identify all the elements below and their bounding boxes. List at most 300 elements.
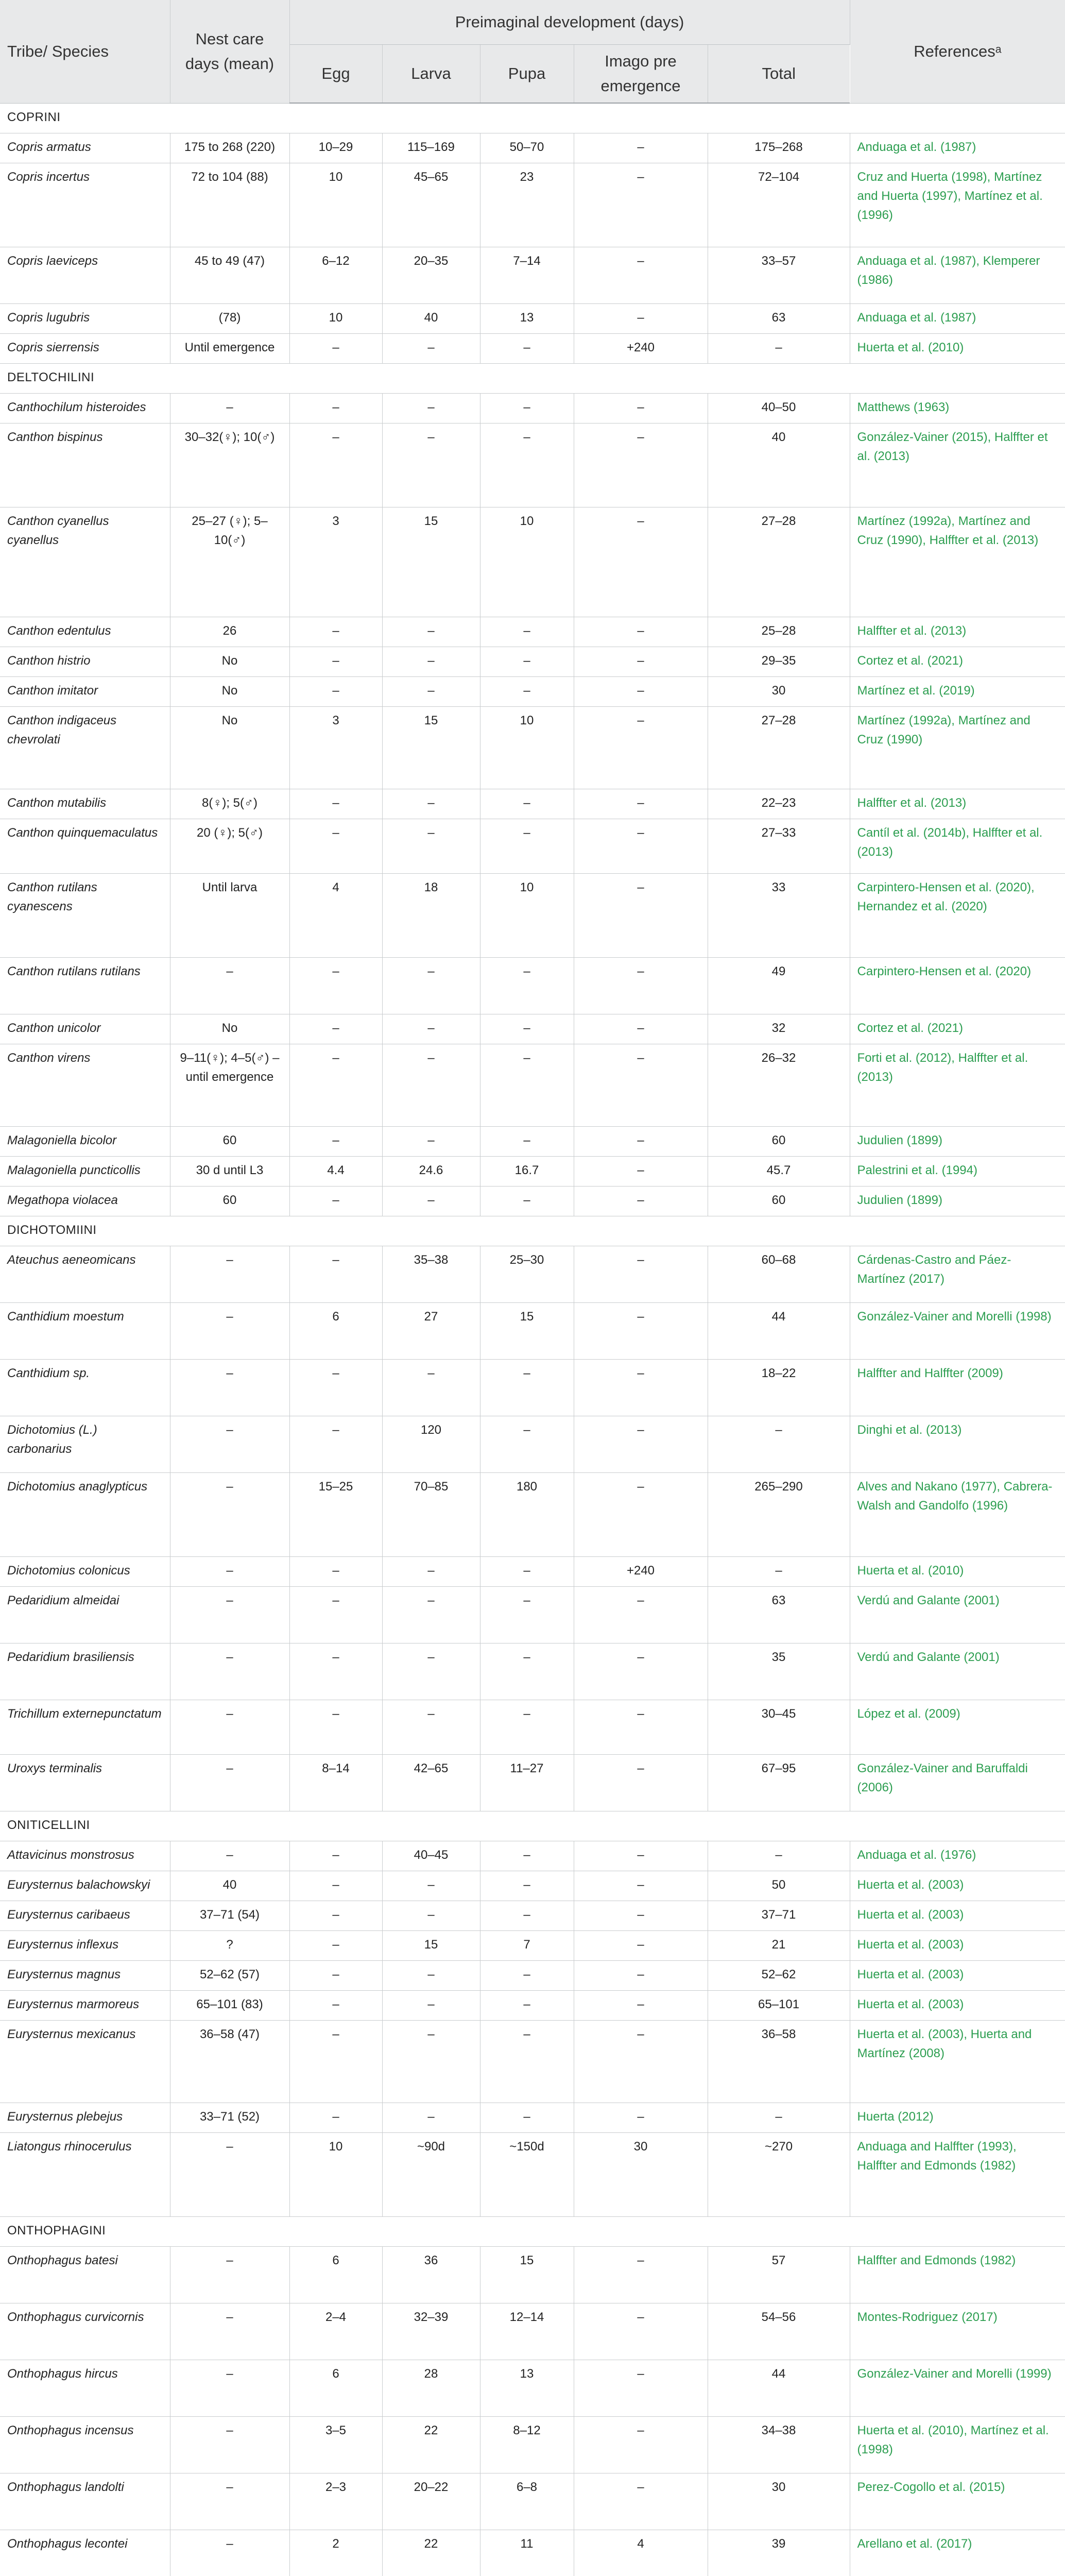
- egg-cell: –: [289, 393, 382, 423]
- nest-care-cell: 45 to 49 (47): [170, 247, 289, 303]
- pupa-cell: 16.7: [480, 1156, 574, 1186]
- reference-cell[interactable]: Matthews (1963): [850, 393, 1065, 423]
- larva-cell: 36: [382, 2246, 480, 2303]
- reference-cell[interactable]: Arellano et al. (2017): [850, 2530, 1065, 2576]
- table-body: [0, 103, 1065, 2576]
- larva-cell: –: [382, 1044, 480, 1126]
- table-row: [0, 819, 1065, 873]
- larva-cell: –: [382, 1586, 480, 1643]
- nest-care-cell: No: [170, 706, 289, 789]
- egg-cell: 2–4: [289, 2303, 382, 2360]
- species-cell: Megathopa violacea: [0, 1186, 170, 1216]
- larva-cell: –: [382, 957, 480, 1014]
- total-cell: 22–23: [708, 789, 850, 819]
- reference-cell[interactable]: Huerta et al. (2003): [850, 1990, 1065, 2020]
- reference-cell[interactable]: Dinghi et al. (2013): [850, 1416, 1065, 1472]
- total-cell: 32: [708, 1014, 850, 1044]
- pupa-cell: –: [480, 1700, 574, 1754]
- tribe-row: [0, 1216, 1065, 1246]
- imago-cell: –: [574, 1302, 708, 1359]
- reference-cell[interactable]: Martínez et al. (2019): [850, 676, 1065, 706]
- reference-cell[interactable]: Anduaga et al. (1987), Klemperer (1986): [850, 247, 1065, 303]
- imago-cell: –: [574, 2360, 708, 2416]
- reference-cell[interactable]: Huerta et al. (2010), Martínez et al. (1998): [850, 2416, 1065, 2473]
- pupa-cell: 6–8: [480, 2473, 574, 2530]
- pupa-cell: 180: [480, 1472, 574, 1556]
- species-cell: Eurysternus mexicanus: [0, 2020, 170, 2103]
- imago-cell: –: [574, 706, 708, 789]
- egg-cell: –: [289, 647, 382, 676]
- reference-cell[interactable]: Huerta et al. (2003): [850, 1930, 1065, 1960]
- nest-care-cell: –: [170, 1700, 289, 1754]
- pupa-cell: –: [480, 423, 574, 507]
- larva-cell: –: [382, 789, 480, 819]
- imago-cell: –: [574, 1416, 708, 1472]
- pupa-cell: –: [480, 1586, 574, 1643]
- table-row: [0, 706, 1065, 789]
- total-cell: –: [708, 2103, 850, 2132]
- egg-cell: 8–14: [289, 1754, 382, 1811]
- imago-cell: –: [574, 647, 708, 676]
- pupa-cell: 15: [480, 2246, 574, 2303]
- tribe-name: DICHOTOMIINI: [0, 1216, 1065, 1246]
- imago-cell: +240: [574, 333, 708, 363]
- imago-cell: –: [574, 789, 708, 819]
- imago-cell: –: [574, 1871, 708, 1901]
- total-cell: 63: [708, 1586, 850, 1643]
- larva-cell: 15: [382, 706, 480, 789]
- reference-cell[interactable]: Cruz and Huerta (1998), Martínez and Huerta (1997), Martínez et al. (1996): [850, 163, 1065, 247]
- pupa-cell: –: [480, 1186, 574, 1216]
- larva-cell: 27: [382, 1302, 480, 1359]
- pupa-cell: –: [480, 789, 574, 819]
- reference-cell[interactable]: Carpintero-Hensen et al. (2020): [850, 957, 1065, 1014]
- pupa-cell: 7–14: [480, 247, 574, 303]
- table-row: [0, 873, 1065, 957]
- species-cell: Canthon virens: [0, 1044, 170, 1126]
- egg-cell: –: [289, 1901, 382, 1930]
- nest-care-cell: No: [170, 1014, 289, 1044]
- nest-care-cell: –: [170, 2246, 289, 2303]
- larva-cell: 70–85: [382, 1472, 480, 1556]
- nest-care-cell: 40: [170, 1871, 289, 1901]
- table-row: [0, 647, 1065, 676]
- header-pupa: Pupa: [480, 45, 574, 104]
- pupa-cell: 15: [480, 1302, 574, 1359]
- reference-cell[interactable]: Huerta et al. (2003): [850, 1871, 1065, 1901]
- nest-care-cell: –: [170, 1246, 289, 1302]
- larva-cell: 45–65: [382, 163, 480, 247]
- egg-cell: –: [289, 1359, 382, 1416]
- reference-cell[interactable]: Halffter and Edmonds (1982): [850, 2246, 1065, 2303]
- species-cell: Canthon mutabilis: [0, 789, 170, 819]
- larva-cell: 42–65: [382, 1754, 480, 1811]
- pupa-cell: –: [480, 676, 574, 706]
- table-row: [0, 2473, 1065, 2530]
- imago-cell: –: [574, 1960, 708, 1990]
- reference-cell[interactable]: Anduaga and Halffter (1993), Halffter and Edmonds (1982): [850, 2132, 1065, 2216]
- tribe-name: ONTHOPHAGINI: [0, 2216, 1065, 2246]
- pupa-cell: –: [480, 1126, 574, 1156]
- species-cell: Copris sierrensis: [0, 333, 170, 363]
- reference-cell[interactable]: López et al. (2009): [850, 1700, 1065, 1754]
- larva-cell: 15: [382, 507, 480, 617]
- total-cell: 33–57: [708, 247, 850, 303]
- reference-cell[interactable]: Anduaga et al. (1987): [850, 303, 1065, 333]
- reference-cell[interactable]: González-Vainer and Morelli (1998): [850, 1302, 1065, 1359]
- reference-cell[interactable]: Huerta (2012): [850, 2103, 1065, 2132]
- species-cell: Copris laeviceps: [0, 247, 170, 303]
- nest-care-cell: –: [170, 1359, 289, 1416]
- imago-cell: –: [574, 423, 708, 507]
- total-cell: 39: [708, 2530, 850, 2576]
- table-row: [0, 2303, 1065, 2360]
- species-cell: Copris armatus: [0, 133, 170, 163]
- egg-cell: 3–5: [289, 2416, 382, 2473]
- pupa-cell: –: [480, 647, 574, 676]
- nest-care-cell: 9–11(♀); 4–5(♂) – until emergence: [170, 1044, 289, 1126]
- total-cell: 49: [708, 957, 850, 1014]
- table-row: [0, 789, 1065, 819]
- pupa-cell: ~150d: [480, 2132, 574, 2216]
- egg-cell: –: [289, 819, 382, 873]
- larva-cell: –: [382, 1700, 480, 1754]
- total-cell: 44: [708, 2360, 850, 2416]
- species-cell: Dichotomius colonicus: [0, 1556, 170, 1586]
- total-cell: 175–268: [708, 133, 850, 163]
- tribe-name: COPRINI: [0, 103, 1065, 133]
- egg-cell: –: [289, 1416, 382, 1472]
- larva-cell: –: [382, 1186, 480, 1216]
- imago-cell: –: [574, 1643, 708, 1700]
- species-cell: Pedaridium almeidai: [0, 1586, 170, 1643]
- species-cell: Uroxys terminalis: [0, 1754, 170, 1811]
- table-row: [0, 333, 1065, 363]
- total-cell: 65–101: [708, 1990, 850, 2020]
- total-cell: 57: [708, 2246, 850, 2303]
- species-cell: Canthon indigaceus chevrolati: [0, 706, 170, 789]
- egg-cell: –: [289, 1930, 382, 1960]
- nest-care-cell: 36–58 (47): [170, 2020, 289, 2103]
- table-row: [0, 1901, 1065, 1930]
- larva-cell: 120: [382, 1416, 480, 1472]
- nest-care-cell: ?: [170, 1930, 289, 1960]
- egg-cell: –: [289, 957, 382, 1014]
- egg-cell: –: [289, 2020, 382, 2103]
- table-row: [0, 1841, 1065, 1871]
- pupa-cell: –: [480, 1841, 574, 1871]
- pupa-cell: 23: [480, 163, 574, 247]
- larva-cell: –: [382, 1014, 480, 1044]
- egg-cell: –: [289, 333, 382, 363]
- imago-cell: –: [574, 1586, 708, 1643]
- species-cell: Canthon imitator: [0, 676, 170, 706]
- nest-care-cell: No: [170, 647, 289, 676]
- egg-cell: –: [289, 1586, 382, 1643]
- species-cell: Canthidium moestum: [0, 1302, 170, 1359]
- total-cell: 60–68: [708, 1246, 850, 1302]
- pupa-cell: 10: [480, 507, 574, 617]
- imago-cell: –: [574, 163, 708, 247]
- total-cell: –: [708, 1416, 850, 1472]
- species-cell: Liatongus rhinocerulus: [0, 2132, 170, 2216]
- reference-cell[interactable]: González-Vainer (2015), Halffter et al. (2013): [850, 423, 1065, 507]
- total-cell: 54–56: [708, 2303, 850, 2360]
- pupa-cell: –: [480, 1990, 574, 2020]
- nest-care-cell: 60: [170, 1186, 289, 1216]
- table-row: [0, 1126, 1065, 1156]
- larva-cell: –: [382, 2103, 480, 2132]
- pupa-cell: –: [480, 1901, 574, 1930]
- pupa-cell: –: [480, 1359, 574, 1416]
- reference-cell[interactable]: Huerta et al. (2010): [850, 1556, 1065, 1586]
- table-row: [0, 1556, 1065, 1586]
- imago-cell: 30: [574, 2132, 708, 2216]
- imago-cell: –: [574, 2103, 708, 2132]
- reference-cell[interactable]: Carpintero-Hensen et al. (2020), Hernandez et al. (2020): [850, 873, 1065, 957]
- reference-cell[interactable]: Cortez et al. (2021): [850, 1014, 1065, 1044]
- nest-care-cell: No: [170, 676, 289, 706]
- larva-cell: –: [382, 333, 480, 363]
- reference-cell[interactable]: Cortez et al. (2021): [850, 647, 1065, 676]
- nest-care-cell: 30–32(♀); 10(♂): [170, 423, 289, 507]
- reference-cell[interactable]: Anduaga et al. (1976): [850, 1841, 1065, 1871]
- table-row: [0, 1960, 1065, 1990]
- table-row: [0, 133, 1065, 163]
- egg-cell: –: [289, 1960, 382, 1990]
- pupa-cell: 13: [480, 2360, 574, 2416]
- total-cell: 27–28: [708, 706, 850, 789]
- total-cell: 30: [708, 2473, 850, 2530]
- imago-cell: –: [574, 1126, 708, 1156]
- total-cell: 26–32: [708, 1044, 850, 1126]
- reference-cell[interactable]: González-Vainer and Morelli (1999): [850, 2360, 1065, 2416]
- reference-cell[interactable]: Cárdenas-Castro and Páez-Martínez (2017): [850, 1246, 1065, 1302]
- egg-cell: 2: [289, 2530, 382, 2576]
- reference-cell[interactable]: Judulien (1899): [850, 1186, 1065, 1216]
- imago-cell: –: [574, 2303, 708, 2360]
- egg-cell: –: [289, 1126, 382, 1156]
- nest-care-cell: –: [170, 2416, 289, 2473]
- pupa-cell: –: [480, 1416, 574, 1472]
- species-cell: Dichotomius anaglypticus: [0, 1472, 170, 1556]
- imago-cell: –: [574, 2473, 708, 2530]
- reference-cell[interactable]: Forti et al. (2012), Halffter et al. (2013): [850, 1044, 1065, 1126]
- total-cell: 30: [708, 676, 850, 706]
- nest-care-cell: –: [170, 2530, 289, 2576]
- larva-cell: –: [382, 1643, 480, 1700]
- nest-care-cell: 20 (♀); 5(♂): [170, 819, 289, 873]
- species-cell: Onthophagus landolti: [0, 2473, 170, 2530]
- table-row: [0, 2132, 1065, 2216]
- larva-cell: –: [382, 647, 480, 676]
- total-cell: 29–35: [708, 647, 850, 676]
- imago-cell: 4: [574, 2530, 708, 2576]
- larva-cell: 20–35: [382, 247, 480, 303]
- pupa-cell: 13: [480, 303, 574, 333]
- egg-cell: 6: [289, 2360, 382, 2416]
- pupa-cell: –: [480, 2020, 574, 2103]
- larva-cell: 35–38: [382, 1246, 480, 1302]
- total-cell: 63: [708, 303, 850, 333]
- pupa-cell: –: [480, 957, 574, 1014]
- egg-cell: –: [289, 2103, 382, 2132]
- pupa-cell: –: [480, 2103, 574, 2132]
- nest-care-cell: 65–101 (83): [170, 1990, 289, 2020]
- header-imago: Imago pre emergence: [574, 45, 708, 104]
- egg-cell: 6: [289, 1302, 382, 1359]
- pupa-cell: –: [480, 393, 574, 423]
- species-cell: Ateuchus aeneomicans: [0, 1246, 170, 1302]
- table-row: [0, 1359, 1065, 1416]
- egg-cell: –: [289, 1186, 382, 1216]
- species-cell: Eurysternus magnus: [0, 1960, 170, 1990]
- table-row: [0, 1044, 1065, 1126]
- header-preimaginal-development: Preimaginal development (days): [289, 0, 850, 45]
- egg-cell: 10–29: [289, 133, 382, 163]
- imago-cell: –: [574, 2246, 708, 2303]
- pupa-cell: –: [480, 1014, 574, 1044]
- egg-cell: –: [289, 423, 382, 507]
- reference-cell[interactable]: Huerta et al. (2010): [850, 333, 1065, 363]
- larva-cell: –: [382, 1990, 480, 2020]
- pupa-cell: –: [480, 1960, 574, 1990]
- larva-cell: –: [382, 617, 480, 647]
- imago-cell: –: [574, 1246, 708, 1302]
- pupa-cell: –: [480, 1871, 574, 1901]
- reference-cell[interactable]: Palestrini et al. (1994): [850, 1156, 1065, 1186]
- table-row: [0, 1586, 1065, 1643]
- reference-cell[interactable]: Verdú and Galante (2001): [850, 1586, 1065, 1643]
- total-cell: 27–28: [708, 507, 850, 617]
- species-cell: Canthon unicolor: [0, 1014, 170, 1044]
- species-cell: Trichillum externepunctatum: [0, 1700, 170, 1754]
- imago-cell: –: [574, 303, 708, 333]
- species-cell: Onthophagus incensus: [0, 2416, 170, 2473]
- imago-cell: +240: [574, 1556, 708, 1586]
- table-row: [0, 2416, 1065, 2473]
- larva-cell: 18: [382, 873, 480, 957]
- pupa-cell: 50–70: [480, 133, 574, 163]
- nest-care-cell: –: [170, 2303, 289, 2360]
- reference-cell[interactable]: Martínez (1992a), Martínez and Cruz (1990), Halffter et al. (2013): [850, 507, 1065, 617]
- reference-cell[interactable]: Martínez (1992a), Martínez and Cruz (1990): [850, 706, 1065, 789]
- species-cell: Onthophagus batesi: [0, 2246, 170, 2303]
- table-row: [0, 1302, 1065, 1359]
- reference-cell[interactable]: Perez-Cogollo et al. (2015): [850, 2473, 1065, 2530]
- larva-cell: –: [382, 1960, 480, 1990]
- nest-care-cell: 175 to 268 (220): [170, 133, 289, 163]
- pupa-cell: –: [480, 333, 574, 363]
- table-row: [0, 1643, 1065, 1700]
- total-cell: 36–58: [708, 2020, 850, 2103]
- total-cell: 265–290: [708, 1472, 850, 1556]
- species-cell: Canthon rutilans rutilans: [0, 957, 170, 1014]
- reference-cell[interactable]: Judulien (1899): [850, 1126, 1065, 1156]
- imago-cell: –: [574, 1014, 708, 1044]
- reference-cell[interactable]: Huerta et al. (2003): [850, 1960, 1065, 1990]
- species-cell: Onthophagus hircus: [0, 2360, 170, 2416]
- total-cell: 52–62: [708, 1960, 850, 1990]
- nest-care-cell: –: [170, 1416, 289, 1472]
- nest-care-cell: 72 to 104 (88): [170, 163, 289, 247]
- reference-cell[interactable]: Huerta et al. (2003): [850, 1901, 1065, 1930]
- reference-cell[interactable]: Cantíl et al. (2014b), Halffter et al. (2013): [850, 819, 1065, 873]
- nest-care-cell: Until emergence: [170, 333, 289, 363]
- species-cell: Eurysternus plebejus: [0, 2103, 170, 2132]
- imago-cell: –: [574, 1156, 708, 1186]
- reference-cell[interactable]: Verdú and Galante (2001): [850, 1643, 1065, 1700]
- pupa-cell: 10: [480, 706, 574, 789]
- table-row: [0, 1990, 1065, 2020]
- table-row: [0, 1014, 1065, 1044]
- reference-cell[interactable]: Alves and Nakano (1977), Cabrera-Walsh and Gandolfo (1996): [850, 1472, 1065, 1556]
- pupa-cell: 10: [480, 873, 574, 957]
- egg-cell: –: [289, 1871, 382, 1901]
- imago-cell: –: [574, 957, 708, 1014]
- nest-care-cell: –: [170, 2360, 289, 2416]
- header-larva: Larva: [382, 45, 480, 104]
- table-row: [0, 2020, 1065, 2103]
- imago-cell: –: [574, 133, 708, 163]
- egg-cell: –: [289, 1643, 382, 1700]
- table-row: [0, 2103, 1065, 2132]
- table-row: [0, 2530, 1065, 2576]
- table-row: [0, 2360, 1065, 2416]
- reference-cell[interactable]: González-Vainer and Baruffaldi (2006): [850, 1754, 1065, 1811]
- total-cell: 67–95: [708, 1754, 850, 1811]
- total-cell: 34–38: [708, 2416, 850, 2473]
- egg-cell: 3: [289, 507, 382, 617]
- reference-cell[interactable]: Halffter et al. (2013): [850, 617, 1065, 647]
- table-row: [0, 163, 1065, 247]
- egg-cell: 3: [289, 706, 382, 789]
- egg-cell: –: [289, 1014, 382, 1044]
- larva-cell: –: [382, 423, 480, 507]
- total-cell: 37–71: [708, 1901, 850, 1930]
- total-cell: –: [708, 1556, 850, 1586]
- pupa-cell: 8–12: [480, 2416, 574, 2473]
- species-cell: Malagoniella bicolor: [0, 1126, 170, 1156]
- species-cell: Copris lugubris: [0, 303, 170, 333]
- reference-cell[interactable]: Halffter et al. (2013): [850, 789, 1065, 819]
- table-row: [0, 1246, 1065, 1302]
- reference-cell[interactable]: Montes-Rodriguez (2017): [850, 2303, 1065, 2360]
- nest-care-cell: 26: [170, 617, 289, 647]
- larva-cell: 32–39: [382, 2303, 480, 2360]
- nest-care-cell: 33–71 (52): [170, 2103, 289, 2132]
- larva-cell: –: [382, 1556, 480, 1586]
- reference-cell[interactable]: Huerta et al. (2003), Huerta and Martínez (2008): [850, 2020, 1065, 2103]
- table-row: [0, 1871, 1065, 1901]
- larva-cell: –: [382, 393, 480, 423]
- imago-cell: –: [574, 617, 708, 647]
- larva-cell: –: [382, 819, 480, 873]
- egg-cell: –: [289, 676, 382, 706]
- table-row: [0, 507, 1065, 617]
- pupa-cell: 11–27: [480, 1754, 574, 1811]
- pupa-cell: –: [480, 1556, 574, 1586]
- total-cell: –: [708, 1841, 850, 1871]
- table-row: [0, 1472, 1065, 1556]
- reference-cell[interactable]: Halffter and Halffter (2009): [850, 1359, 1065, 1416]
- reference-cell[interactable]: Anduaga et al. (1987): [850, 133, 1065, 163]
- total-cell: 44: [708, 1302, 850, 1359]
- nest-care-cell: –: [170, 1754, 289, 1811]
- egg-cell: 15–25: [289, 1472, 382, 1556]
- larva-cell: –: [382, 1359, 480, 1416]
- total-cell: 40: [708, 423, 850, 507]
